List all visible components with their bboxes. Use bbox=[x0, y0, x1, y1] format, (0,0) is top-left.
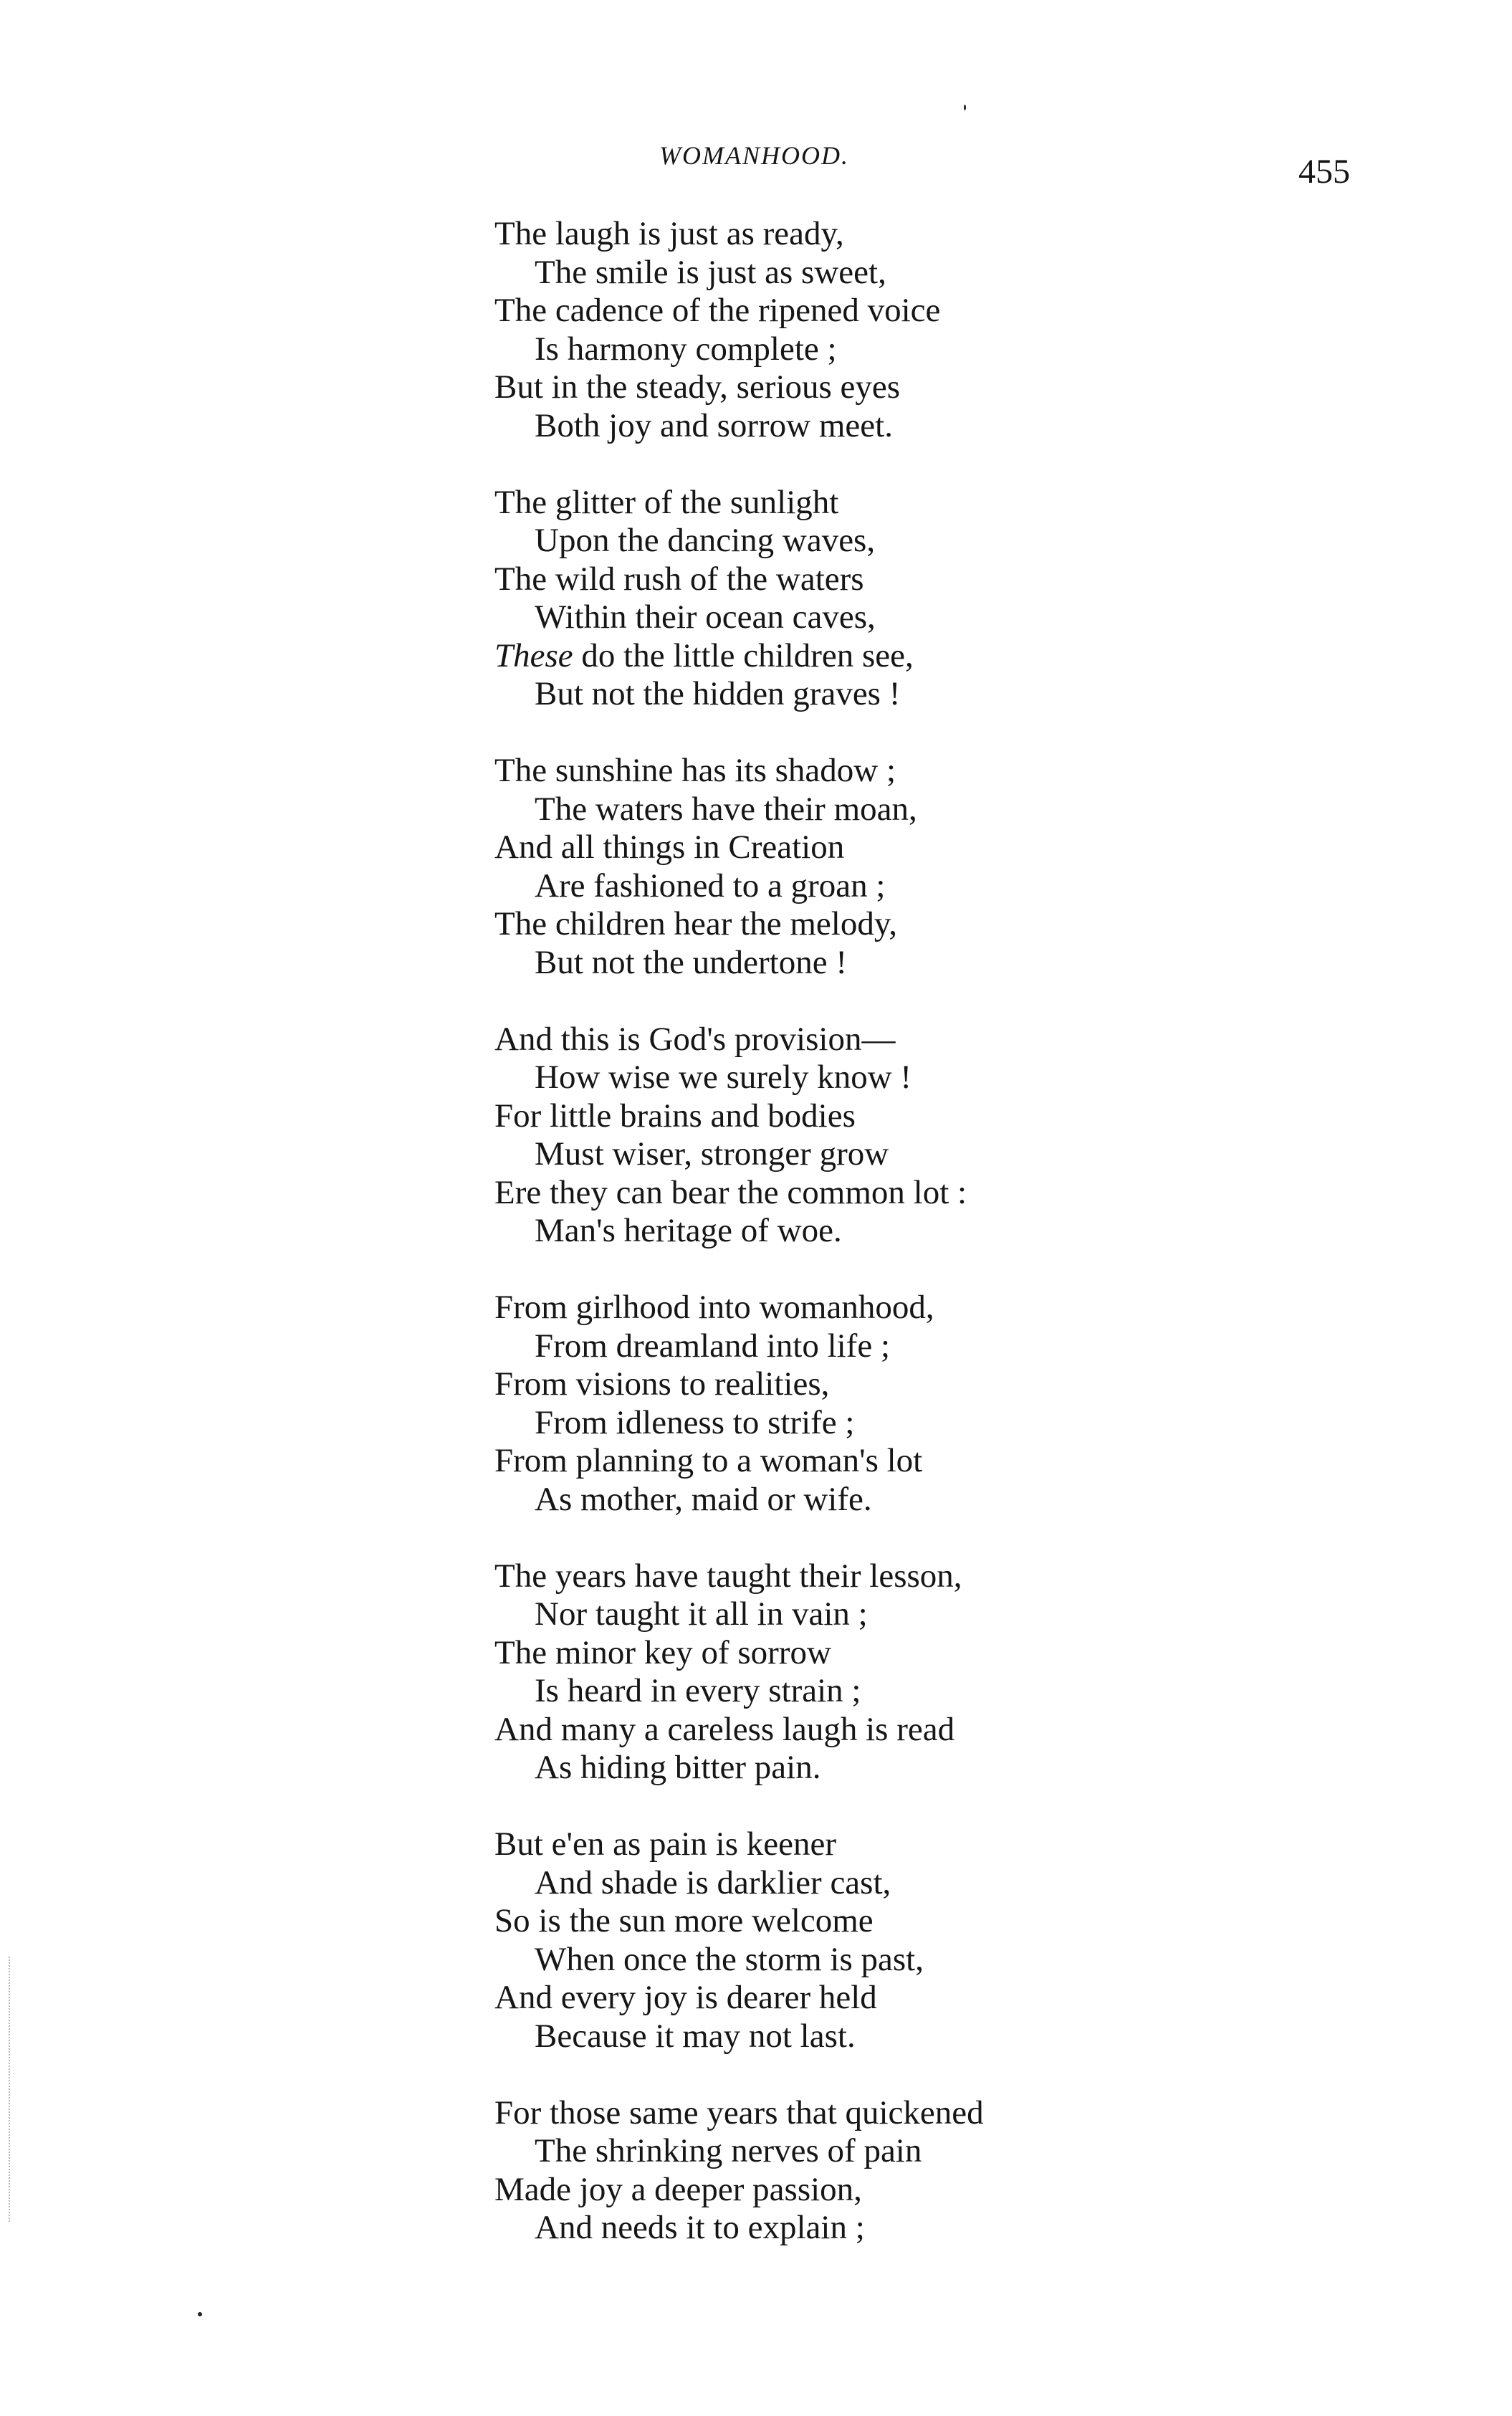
poem-stanza bbox=[494, 484, 1426, 714]
poem-line: From girlhood into womanhood, bbox=[494, 1289, 934, 1326]
poem-stanza bbox=[494, 2094, 1426, 2248]
poem-line: The laugh is just as ready, bbox=[494, 215, 844, 252]
poem-line: But not the undertone ! bbox=[535, 943, 847, 981]
poem-line: The children hear the melody, bbox=[494, 905, 898, 942]
poem-line: The sunshine has its shadow ; bbox=[494, 752, 896, 789]
poem-line-italic-word: These bbox=[494, 636, 573, 674]
poem-line bbox=[494, 637, 1426, 676]
poem-line: As mother, maid or wife. bbox=[535, 1480, 872, 1518]
poem-stanza bbox=[494, 215, 1426, 445]
poem-line: But not the hidden graves ! bbox=[535, 675, 901, 712]
poem-line: And many a careless laugh is read bbox=[494, 1710, 955, 1748]
running-head: WOMANHOOD. bbox=[659, 141, 849, 170]
scan-speck bbox=[964, 105, 966, 110]
poem-line: From idleness to strife ; bbox=[535, 1403, 855, 1441]
poem-line: The years have taught their lesson, bbox=[494, 1557, 962, 1595]
poem-line: The wild rush of the waters bbox=[494, 560, 864, 598]
poem-line: Within their ocean caves, bbox=[535, 598, 876, 636]
poem-line: And needs it to explain ; bbox=[535, 2209, 865, 2246]
scan-speck bbox=[198, 2312, 202, 2316]
poem-line: The minor key of sorrow bbox=[494, 1633, 831, 1671]
poem-line: From visions to realities, bbox=[494, 1365, 830, 1403]
poem bbox=[494, 215, 1426, 2286]
poem-line: How wise we surely know ! bbox=[535, 1059, 912, 1096]
poem-stanza bbox=[494, 1825, 1426, 2055]
poem-line: Are fashioned to a groan ; bbox=[535, 866, 886, 904]
poem-stanza bbox=[494, 752, 1426, 982]
poem-line: Nor taught it all in vain ; bbox=[535, 1595, 868, 1633]
poem-line: The glitter of the sunlight bbox=[494, 483, 839, 521]
poem-line: Both joy and sorrow meet. bbox=[535, 406, 893, 444]
poem-line: Is heard in every strain ; bbox=[535, 1672, 861, 1709]
page-number: 455 bbox=[1298, 153, 1350, 191]
margin-scan-dots bbox=[9, 1957, 13, 2222]
poem-line: From planning to a woman's lot bbox=[494, 1442, 923, 1479]
poem-line: And this is God's provision— bbox=[494, 1020, 896, 1058]
poem-line: And shade is darklier cast, bbox=[535, 1863, 891, 1901]
poem-line: The waters have their moan, bbox=[535, 790, 917, 828]
poem-line: Ere they can bear the common lot : bbox=[494, 1173, 967, 1211]
poem-stanza bbox=[494, 1557, 1426, 1787]
poem-line: Because it may not last. bbox=[535, 2017, 856, 2055]
poem-line: For those same years that quickened bbox=[494, 2093, 984, 2131]
poem-line-text: do the little children see, bbox=[573, 636, 914, 674]
poem-line: But e'en as pain is keener bbox=[494, 1825, 836, 1863]
poem-line: Must wiser, stronger grow bbox=[535, 1135, 889, 1173]
poem-line: The shrinking nerves of pain bbox=[535, 2132, 922, 2169]
poem-line: When once the storm is past, bbox=[535, 1940, 924, 1978]
poem-line: Upon the dancing waves, bbox=[535, 522, 876, 559]
poem-stanza bbox=[494, 1289, 1426, 1519]
poem-line: For little brains and bodies bbox=[494, 1097, 856, 1135]
poem-line: Is harmony complete ; bbox=[535, 330, 837, 368]
poem-line: But in the steady, serious eyes bbox=[494, 368, 901, 406]
poem-line: The smile is just as sweet, bbox=[535, 253, 886, 291]
poem-line: And every joy is dearer held bbox=[494, 1979, 877, 2016]
poem-line: So is the sun more welcome bbox=[494, 1902, 874, 1939]
poem-line: As hiding bitter pain. bbox=[535, 1749, 821, 1786]
poem-line: And all things in Creation bbox=[494, 829, 845, 866]
poem-stanza bbox=[494, 1021, 1426, 1251]
poem-line: The cadence of the ripened voice bbox=[494, 292, 941, 329]
poem-line: From dreamland into life ; bbox=[535, 1327, 891, 1365]
poem-line: Made joy a deeper passion, bbox=[494, 2170, 862, 2208]
poem-line: Man's heritage of woe. bbox=[535, 1212, 842, 1249]
